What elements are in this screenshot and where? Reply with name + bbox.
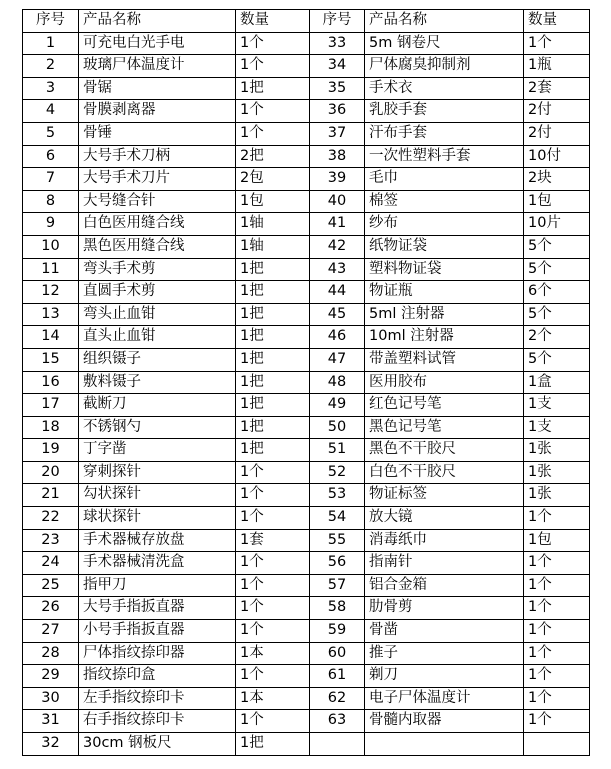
left-product-name-cell: 直头止血钳 [79,326,236,349]
left-quantity-cell: 1把 [236,281,310,304]
right-quantity-cell: 2套 [524,77,590,100]
left-index-cell: 12 [23,281,79,304]
table-row [23,168,590,191]
right-quantity-cell: 1个 [524,507,590,530]
left-quantity-cell: 1个 [236,620,310,643]
left-quantity-cell: 1把 [236,439,310,462]
right-product-name-cell: 手术衣 [365,77,524,100]
left-index-cell: 6 [23,145,79,168]
right-product-name-cell: 肋骨剪 [365,597,524,620]
table-row [23,620,590,643]
left-quantity-cell: 1包 [236,190,310,213]
table-row [23,303,590,326]
left-index-cell: 2 [23,55,79,78]
left-product-name-cell: 手术器械存放盘 [79,529,236,552]
right-quantity-cell: 5个 [524,235,590,258]
table-row [23,326,590,349]
right-index-cell: 58 [310,597,365,620]
left-quantity-cell: 1把 [236,348,310,371]
left-index-cell: 26 [23,597,79,620]
left-product-name-cell: 大号缝合针 [79,190,236,213]
right-quantity-cell: 1盒 [524,371,590,394]
left-quantity-cell: 1轴 [236,213,310,236]
left-quantity-cell: 1把 [236,77,310,100]
left-product-name-cell: 截断刀 [79,394,236,417]
left-index-cell: 13 [23,303,79,326]
right-product-name-cell: 电子尸体温度计 [365,687,524,710]
right-product-name-cell: 骨髓内取器 [365,710,524,733]
right-quantity-cell: 1张 [524,461,590,484]
right-index-cell: 51 [310,439,365,462]
right-index-cell: 39 [310,168,365,191]
right-product-name-cell: 铝合金箱 [365,574,524,597]
right-quantity-cell: 10付 [524,145,590,168]
left-product-name-cell: 左手指纹捺印卡 [79,687,236,710]
right-product-name-cell: 带盖塑料试管 [365,348,524,371]
right-product-name-cell: 剃刀 [365,665,524,688]
right-product-name-cell: 指南针 [365,552,524,575]
equipment-table [22,9,590,756]
right-index-cell: 48 [310,371,365,394]
left-product-name-cell: 弯头手术剪 [79,258,236,281]
left-quantity-cell: 1个 [236,484,310,507]
table-row [23,439,590,462]
table-row [23,665,590,688]
right-product-name-cell: 纱布 [365,213,524,236]
left-product-name-cell: 组织镊子 [79,348,236,371]
left-product-name-cell: 骨锤 [79,122,236,145]
right-index-cell: 44 [310,281,365,304]
header-right-quantity: 数量 [524,10,590,33]
left-index-cell: 29 [23,665,79,688]
table-row [23,145,590,168]
right-quantity-cell: 5个 [524,348,590,371]
right-product-name-cell: 消毒纸巾 [365,529,524,552]
left-product-name-cell: 小号手指扳直器 [79,620,236,643]
left-quantity-cell: 1把 [236,733,310,756]
right-quantity-cell: 2个 [524,326,590,349]
table-row [23,394,590,417]
left-product-name-cell: 可充电白光手电 [79,32,236,55]
right-product-name-cell: 汗布手套 [365,122,524,145]
left-index-cell: 10 [23,235,79,258]
left-index-cell: 5 [23,122,79,145]
left-product-name-cell: 丁字凿 [79,439,236,462]
table-row [23,348,590,371]
right-index-cell: 34 [310,55,365,78]
right-quantity-cell: 2付 [524,100,590,123]
left-quantity-cell: 2把 [236,145,310,168]
left-product-name-cell: 大号手指扳直器 [79,597,236,620]
left-index-cell: 17 [23,394,79,417]
table-row [23,507,590,530]
right-index-cell: 46 [310,326,365,349]
left-quantity-cell: 1个 [236,461,310,484]
table-row [23,77,590,100]
right-index-cell: 61 [310,665,365,688]
right-index-cell: 62 [310,687,365,710]
left-index-cell: 23 [23,529,79,552]
table-row [23,100,590,123]
right-product-name-cell: 10ml 注射器 [365,326,524,349]
right-quantity-cell: 6个 [524,281,590,304]
right-product-name-cell: 尸体腐臭抑制剂 [365,55,524,78]
right-index-cell: 54 [310,507,365,530]
left-index-cell: 22 [23,507,79,530]
right-quantity-cell: 2付 [524,122,590,145]
right-index-cell: 60 [310,642,365,665]
right-quantity-cell: 1支 [524,394,590,417]
right-product-name-cell: 推子 [365,642,524,665]
right-quantity-cell: 1个 [524,552,590,575]
left-index-cell: 15 [23,348,79,371]
right-quantity-cell: 2块 [524,168,590,191]
right-product-name-cell: 医用胶布 [365,371,524,394]
left-product-name-cell: 玻璃尸体温度计 [79,55,236,78]
right-quantity-cell [524,733,590,756]
left-quantity-cell: 1个 [236,710,310,733]
right-index-cell: 59 [310,620,365,643]
right-index-cell: 63 [310,710,365,733]
left-product-name-cell: 指甲刀 [79,574,236,597]
right-product-name-cell: 黑色不干胶尺 [365,439,524,462]
right-product-name-cell: 骨凿 [365,620,524,643]
table-row [23,461,590,484]
right-product-name-cell: 毛巾 [365,168,524,191]
right-product-name-cell: 物证标签 [365,484,524,507]
left-index-cell: 19 [23,439,79,462]
right-quantity-cell: 1个 [524,687,590,710]
table-row [23,642,590,665]
right-product-name-cell: 一次性塑料手套 [365,145,524,168]
left-product-name-cell: 黑色医用缝合线 [79,235,236,258]
left-quantity-cell: 1个 [236,122,310,145]
left-product-name-cell: 手术器械清洗盒 [79,552,236,575]
right-quantity-cell: 1个 [524,710,590,733]
table-row [23,213,590,236]
left-quantity-cell: 1个 [236,55,310,78]
header-row [23,10,590,33]
left-product-name-cell: 弯头止血钳 [79,303,236,326]
left-quantity-cell: 1把 [236,258,310,281]
right-index-cell: 36 [310,100,365,123]
left-quantity-cell: 1本 [236,642,310,665]
left-quantity-cell: 1本 [236,687,310,710]
right-index-cell: 47 [310,348,365,371]
left-index-cell: 25 [23,574,79,597]
left-product-name-cell: 勾状探针 [79,484,236,507]
right-index-cell: 50 [310,416,365,439]
left-quantity-cell: 1把 [236,394,310,417]
right-index-cell: 49 [310,394,365,417]
table-row [23,710,590,733]
header-right-index: 序号 [310,10,365,33]
right-quantity-cell: 1个 [524,32,590,55]
left-index-cell: 16 [23,371,79,394]
left-quantity-cell: 1个 [236,552,310,575]
table-row [23,416,590,439]
left-quantity-cell: 1把 [236,326,310,349]
table-row [23,32,590,55]
table-row [23,687,590,710]
right-product-name-cell: 塑料物证袋 [365,258,524,281]
left-quantity-cell: 1把 [236,303,310,326]
left-product-name-cell: 穿刺探针 [79,461,236,484]
left-product-name-cell: 白色医用缝合线 [79,213,236,236]
right-index-cell: 56 [310,552,365,575]
left-index-cell: 32 [23,733,79,756]
left-product-name-cell: 大号手术刀片 [79,168,236,191]
right-index-cell: 45 [310,303,365,326]
table-row [23,190,590,213]
left-quantity-cell: 1个 [236,574,310,597]
left-product-name-cell: 球状探针 [79,507,236,530]
header-right-product-name: 产品名称 [365,10,524,33]
table-row [23,122,590,145]
right-product-name-cell: 5m 钢卷尺 [365,32,524,55]
left-quantity-cell: 1个 [236,32,310,55]
right-quantity-cell: 1个 [524,620,590,643]
right-index-cell: 42 [310,235,365,258]
table-row [23,371,590,394]
table-row [23,281,590,304]
right-product-name-cell [365,733,524,756]
right-product-name-cell: 乳胶手套 [365,100,524,123]
table-row [23,733,590,756]
left-index-cell: 3 [23,77,79,100]
table-row [23,552,590,575]
left-index-cell: 18 [23,416,79,439]
left-product-name-cell: 敷料镊子 [79,371,236,394]
right-quantity-cell: 1个 [524,642,590,665]
left-product-name-cell: 骨膜剥离器 [79,100,236,123]
left-product-name-cell: 大号手术刀柄 [79,145,236,168]
right-product-name-cell: 物证瓶 [365,281,524,304]
left-product-name-cell: 骨锯 [79,77,236,100]
left-index-cell: 9 [23,213,79,236]
left-index-cell: 4 [23,100,79,123]
right-index-cell: 38 [310,145,365,168]
right-quantity-cell: 5个 [524,258,590,281]
right-index-cell: 33 [310,32,365,55]
right-product-name-cell: 5ml 注射器 [365,303,524,326]
right-product-name-cell: 红色记号笔 [365,394,524,417]
right-index-cell: 53 [310,484,365,507]
right-index-cell [310,733,365,756]
left-index-cell: 14 [23,326,79,349]
right-quantity-cell: 1个 [524,574,590,597]
right-index-cell: 55 [310,529,365,552]
left-index-cell: 27 [23,620,79,643]
table-row [23,235,590,258]
right-index-cell: 57 [310,574,365,597]
left-quantity-cell: 1个 [236,100,310,123]
right-index-cell: 41 [310,213,365,236]
left-quantity-cell: 1个 [236,665,310,688]
table-row [23,529,590,552]
left-quantity-cell: 1把 [236,371,310,394]
table-row [23,597,590,620]
right-quantity-cell: 1张 [524,439,590,462]
right-index-cell: 40 [310,190,365,213]
left-index-cell: 1 [23,32,79,55]
right-product-name-cell: 白色不干胶尺 [365,461,524,484]
left-quantity-cell: 1个 [236,507,310,530]
left-product-name-cell: 尸体指纹捺印器 [79,642,236,665]
left-product-name-cell: 30cm 钢板尺 [79,733,236,756]
left-index-cell: 24 [23,552,79,575]
right-index-cell: 52 [310,461,365,484]
left-index-cell: 20 [23,461,79,484]
right-product-name-cell: 棉签 [365,190,524,213]
right-index-cell: 35 [310,77,365,100]
left-product-name-cell: 右手指纹捺印卡 [79,710,236,733]
right-index-cell: 37 [310,122,365,145]
right-product-name-cell: 黑色记号笔 [365,416,524,439]
left-index-cell: 11 [23,258,79,281]
left-index-cell: 7 [23,168,79,191]
right-quantity-cell: 5个 [524,303,590,326]
left-product-name-cell: 不锈钢勺 [79,416,236,439]
right-product-name-cell: 放大镜 [365,507,524,530]
left-index-cell: 28 [23,642,79,665]
right-quantity-cell: 1包 [524,190,590,213]
right-quantity-cell: 1瓶 [524,55,590,78]
right-product-name-cell: 纸物证袋 [365,235,524,258]
right-quantity-cell: 1包 [524,529,590,552]
left-index-cell: 8 [23,190,79,213]
right-quantity-cell: 1支 [524,416,590,439]
table-row [23,258,590,281]
header-left-quantity: 数量 [236,10,310,33]
table-row [23,484,590,507]
left-quantity-cell: 2包 [236,168,310,191]
table-row [23,55,590,78]
left-product-name-cell: 直圆手术剪 [79,281,236,304]
header-left-product-name: 产品名称 [79,10,236,33]
right-quantity-cell: 1张 [524,484,590,507]
left-quantity-cell: 1把 [236,416,310,439]
right-quantity-cell: 1个 [524,597,590,620]
right-quantity-cell: 10片 [524,213,590,236]
right-index-cell: 43 [310,258,365,281]
table-row [23,574,590,597]
left-index-cell: 30 [23,687,79,710]
left-index-cell: 21 [23,484,79,507]
header-left-index: 序号 [23,10,79,33]
left-quantity-cell: 1个 [236,597,310,620]
left-product-name-cell: 指纹捺印盒 [79,665,236,688]
right-quantity-cell: 1个 [524,665,590,688]
left-index-cell: 31 [23,710,79,733]
left-quantity-cell: 1套 [236,529,310,552]
left-quantity-cell: 1轴 [236,235,310,258]
